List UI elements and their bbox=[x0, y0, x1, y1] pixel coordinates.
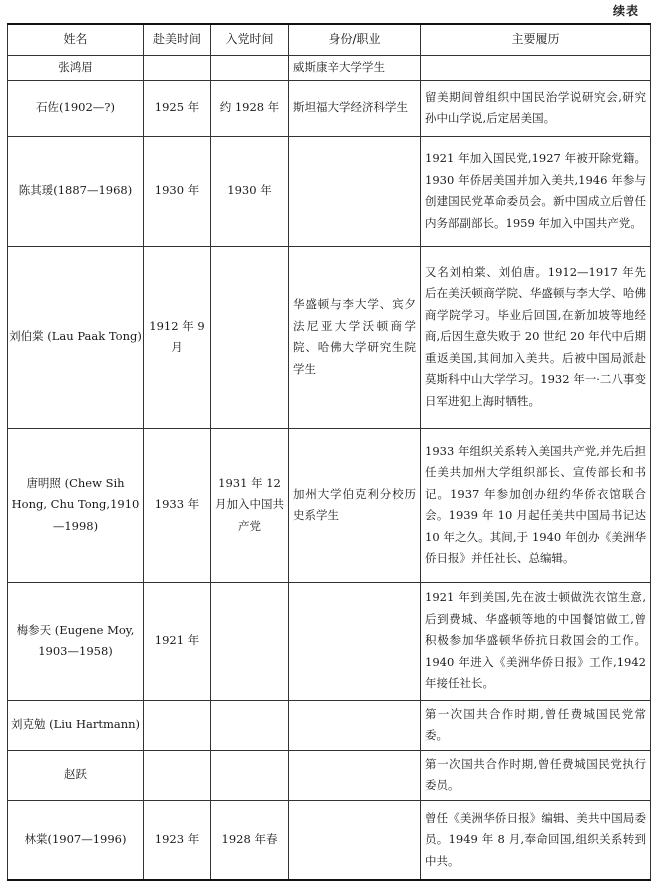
cell-history: 曾任《美洲华侨日报》编辑、美共中国局委员。1949 年 8 月,奉命回国,组织关系转到中共。 bbox=[421, 800, 651, 880]
cell-history: 第一次国共合作时期,曾任费城国民党执行委员。 bbox=[421, 750, 651, 800]
continued-label: 续表 bbox=[612, 4, 639, 18]
cell-arrival: 1921 年 bbox=[144, 582, 211, 700]
cell-job bbox=[289, 750, 421, 800]
table-row bbox=[8, 428, 651, 582]
cell-job bbox=[289, 800, 421, 880]
table-row bbox=[8, 800, 651, 880]
cell-arrival: 1930 年 bbox=[144, 136, 211, 246]
table-row bbox=[8, 80, 651, 136]
cell-history: 又名刘柏棠、刘伯唐。1912—1917 年先后在美沃顿商学院、华盛顿与李大学、哈佛商学院学习。毕业后回国,在新加坡等地经商,后因生意失败于 20 世纪 20 年代中后期重返美国,其间加入美共。后被中国局派赴莫斯科中山大学学习。1932 年一·二八事变日军进犯上海时牺牲。 bbox=[421, 246, 651, 428]
cell-name: 梅参天 (Eugene Moy, 1903—1958) bbox=[8, 582, 144, 700]
cell-party bbox=[211, 700, 289, 750]
cell-history: 1921 年加入国民党,1927 年被开除党籍。1930 年侨居美国并加入美共,1946 年参与创建国民党革命委员会。新中国成立后曾任内务部副部长。1959 年加入中国共产党。 bbox=[421, 136, 651, 246]
cell-job: 威斯康辛大学学生 bbox=[289, 56, 421, 81]
cell-arrival bbox=[144, 700, 211, 750]
cell-job bbox=[289, 700, 421, 750]
cell-arrival bbox=[144, 56, 211, 81]
col-header-job: 身份/职业 bbox=[289, 24, 421, 56]
table-row bbox=[8, 56, 651, 81]
table-row bbox=[8, 136, 651, 246]
cell-party bbox=[211, 246, 289, 428]
cell-history: 1921 年到美国,先在波士顿做洗衣馆生意,后到费城、华盛顿等地的中国餐馆做工,曾积极参加华盛顿华侨抗日救国会的工作。1940 年进入《美洲华侨日报》工作,1942 年接任社长。 bbox=[421, 582, 651, 700]
cell-name: 刘伯棠 (Lau Paak Tong) bbox=[8, 246, 144, 428]
cell-party: 1930 年 bbox=[211, 136, 289, 246]
cell-name: 赵跃 bbox=[8, 750, 144, 800]
cell-name: 刘克勉 (Liu Hartmann) bbox=[8, 700, 144, 750]
table-row bbox=[8, 246, 651, 428]
cell-party: 1931 年 12 月加入中国共产党 bbox=[211, 428, 289, 582]
cell-name: 林棠(1907—1996) bbox=[8, 800, 144, 880]
cell-history: 第一次国共合作时期,曾任费城国民党常委。 bbox=[421, 700, 651, 750]
cell-arrival: 1925 年 bbox=[144, 80, 211, 136]
cell-history bbox=[421, 56, 651, 81]
cell-job: 加州大学伯克利分校历史系学生 bbox=[289, 428, 421, 582]
cell-job bbox=[289, 582, 421, 700]
cell-name: 石佐(1902—?) bbox=[8, 80, 144, 136]
col-header-name: 姓名 bbox=[8, 24, 144, 56]
cell-arrival: 1912 年 9 月 bbox=[144, 246, 211, 428]
cell-job: 斯坦福大学经济科学生 bbox=[289, 80, 421, 136]
cell-party bbox=[211, 582, 289, 700]
cell-party bbox=[211, 750, 289, 800]
cell-name: 唐明照 (Chew Sih Hong, Chu Tong,1910—1998) bbox=[8, 428, 144, 582]
cell-name: 张鸿眉 bbox=[8, 56, 144, 81]
cell-party: 约 1928 年 bbox=[211, 80, 289, 136]
members-table bbox=[7, 23, 651, 881]
cell-arrival: 1923 年 bbox=[144, 800, 211, 880]
cell-party: 1928 年春 bbox=[211, 800, 289, 880]
cell-arrival: 1933 年 bbox=[144, 428, 211, 582]
table-row bbox=[8, 582, 651, 700]
cell-name: 陈其瑗(1887—1968) bbox=[8, 136, 144, 246]
cell-party bbox=[211, 56, 289, 81]
table-row bbox=[8, 750, 651, 800]
cell-job bbox=[289, 136, 421, 246]
cell-history: 留美期间曾组织中国民治学说研究会,研究孙中山学说,后定居美国。 bbox=[421, 80, 651, 136]
col-header-party: 入党时间 bbox=[211, 24, 289, 56]
col-header-arrival: 赴美时间 bbox=[144, 24, 211, 56]
header-row bbox=[8, 24, 651, 56]
cell-arrival bbox=[144, 750, 211, 800]
col-header-history: 主要履历 bbox=[421, 24, 651, 56]
cell-job: 华盛顿与李大学、宾夕法尼亚大学沃顿商学院、哈佛大学研究生院学生 bbox=[289, 246, 421, 428]
table-row bbox=[8, 700, 651, 750]
cell-history: 1933 年组织关系转入美国共产党,并先后担任美共加州大学组织部长、宣传部长和书记。1937 年参加创办纽约华侨衣馆联合会。1939 年 10 月起任美共中国局书记达 10 年之久。其间,于 1940 年创办《美洲华侨日报》并任社长、总编辑。 bbox=[421, 428, 651, 582]
